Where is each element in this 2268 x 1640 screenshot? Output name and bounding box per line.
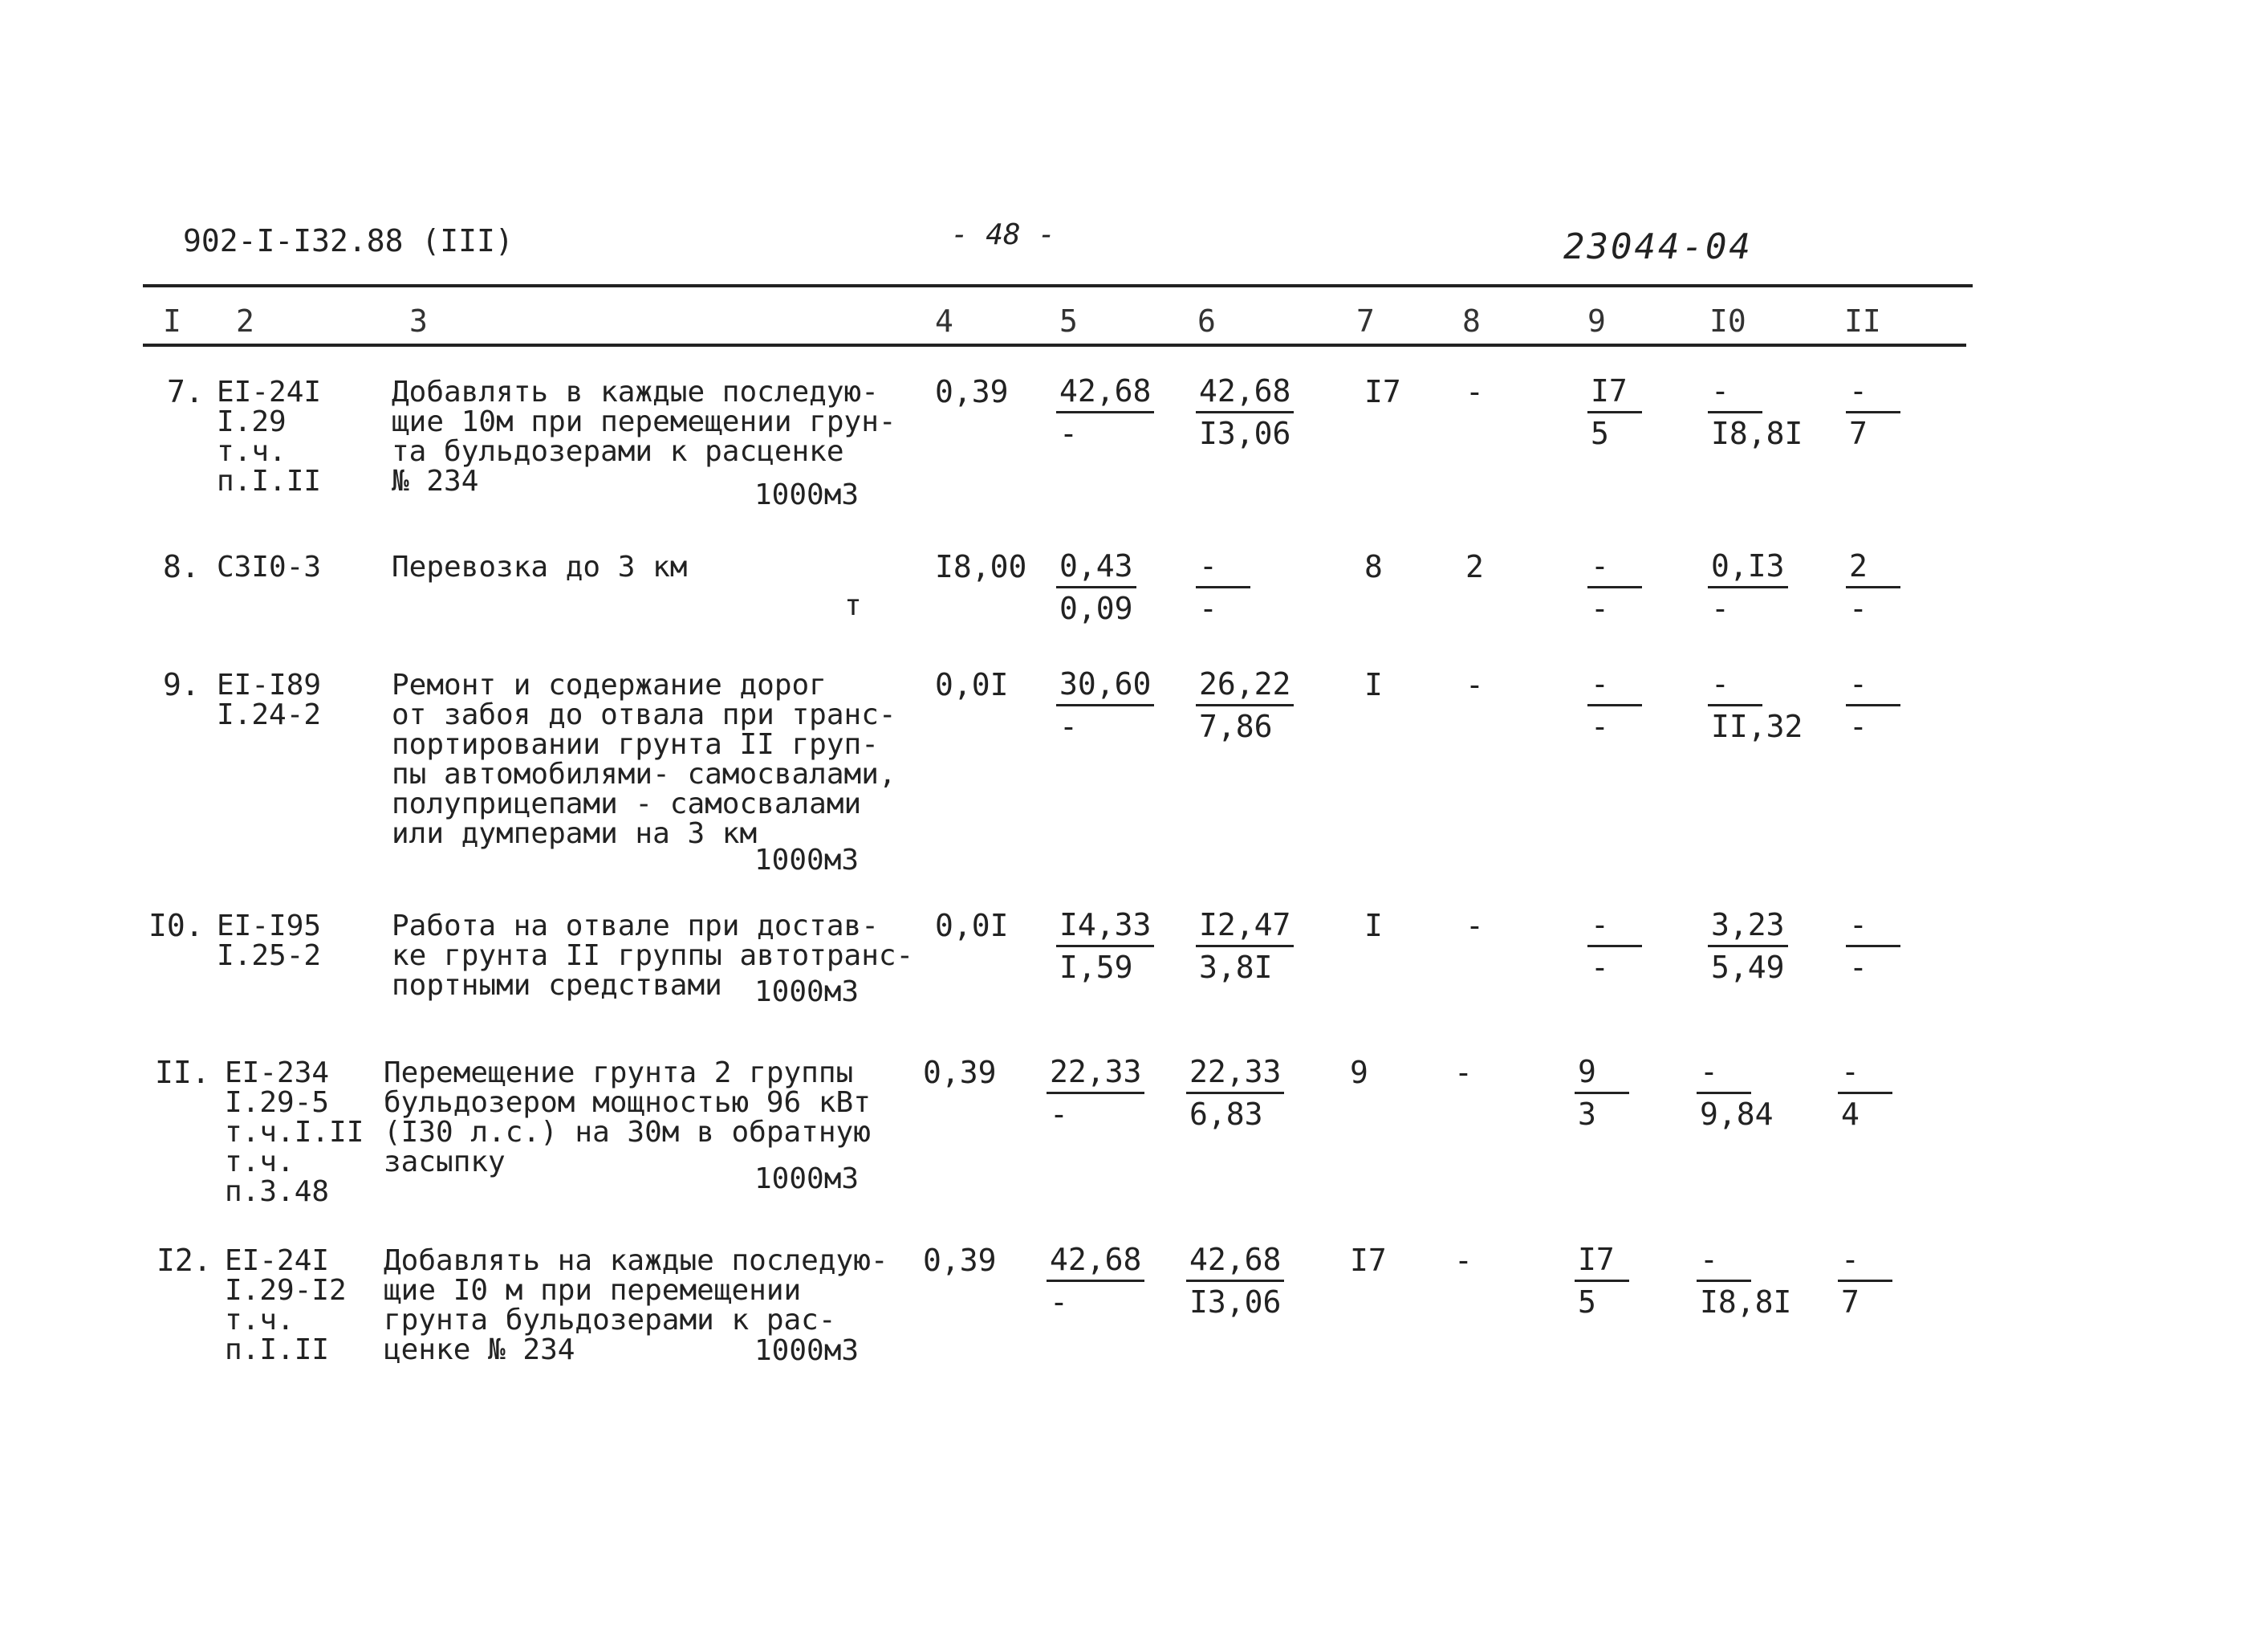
quantity-value: 0,0I (935, 667, 1009, 702)
unit-of-measure: т (844, 589, 862, 622)
column-9-fraction (1575, 1239, 1629, 1322)
cost-total-fraction (1056, 371, 1154, 454)
column-9-fraction-denominator: - (1591, 709, 1609, 744)
work-description: Работа на отвале при достав- ке грунта II группы автотранс- портными средствами (392, 910, 914, 1002)
norm-code: EI-24I I.29 т.ч. п.I.II (217, 376, 322, 498)
column-10-fraction-numerator: 0,I3 (1708, 546, 1788, 588)
cost-total-fraction (1056, 905, 1154, 987)
column-9-fraction-denominator: 5 (1578, 1284, 1596, 1320)
unit-of-measure: 1000м3 (754, 975, 860, 1008)
column-10-fraction (1708, 664, 1806, 747)
cost-machines-fraction-denominator: I3,06 (1199, 416, 1291, 451)
cost-machines-fraction (1196, 371, 1294, 454)
column-11-fraction (1846, 905, 1900, 987)
cost-machines-fraction (1196, 905, 1294, 987)
cost-total-fraction (1056, 664, 1154, 747)
column-11-fraction-denominator: - (1849, 950, 1868, 985)
page-number: - 48 - (951, 218, 1056, 251)
column-9-fraction (1587, 546, 1642, 629)
cost-total-fraction-denominator: - (1050, 1284, 1068, 1320)
column-10-fraction-denominator: 5,49 (1711, 950, 1785, 985)
cost-machines-fraction-denominator: 3,8I (1199, 950, 1273, 985)
cost-machines-fraction-numerator: - (1196, 546, 1250, 588)
document-code: 902-I-I32.88 (III) (183, 223, 514, 258)
norm-code: EI-I89 I.24-2 (217, 669, 322, 731)
archive-number: 23044-04 (1563, 226, 1753, 267)
norm-code: EI-234 I.29-5 т.ч.I.II т.ч. п.3.48 (225, 1056, 364, 1208)
column-10-fraction-denominator: I8,8I (1711, 416, 1803, 451)
column-10-fraction-numerator: - (1708, 664, 1762, 706)
column-11-fraction (1838, 1052, 1892, 1134)
column-11-fraction-denominator: 7 (1841, 1284, 1860, 1320)
cost-total-fraction-denominator: - (1050, 1097, 1068, 1132)
cost-machines-fraction-numerator: 42,68 (1186, 1239, 1284, 1282)
column-10-fraction (1708, 546, 1788, 629)
column-number-6: 6 (1197, 303, 1216, 339)
column-9-fraction-numerator: 9 (1575, 1052, 1629, 1094)
cost-machines-fraction-numerator: 22,33 (1186, 1052, 1284, 1094)
column-7-value: 9 (1350, 1055, 1368, 1090)
unit-of-measure: 1000м3 (754, 844, 860, 877)
column-11-fraction (1838, 1239, 1892, 1322)
norm-code: EI-24I I.29-I2 т.ч. п.I.II (225, 1244, 347, 1366)
unit-of-measure: 1000м3 (754, 478, 860, 511)
cost-machines-fraction-denominator: 7,86 (1199, 709, 1273, 744)
column-11-fraction-denominator: - (1849, 709, 1868, 744)
column-10-fraction-denominator: I8,8I (1700, 1284, 1792, 1320)
column-11-fraction-denominator: - (1849, 591, 1868, 626)
column-9-fraction-denominator: - (1591, 591, 1609, 626)
norm-code: С3I0-3 (217, 551, 322, 584)
column-9-fraction (1587, 371, 1642, 454)
cost-total-fraction (1047, 1052, 1144, 1134)
column-number-3: 3 (409, 303, 428, 339)
column-10-fraction-numerator: - (1697, 1052, 1751, 1094)
column-9-fraction-numerator: I7 (1575, 1239, 1629, 1282)
column-10-fraction (1697, 1052, 1777, 1134)
table-top-rule (143, 284, 1973, 287)
column-7-value: I (1364, 908, 1383, 943)
cost-total-fraction-numerator: 42,68 (1056, 371, 1154, 413)
cost-machines-fraction-denominator: - (1199, 591, 1217, 626)
column-number-7: 7 (1356, 303, 1375, 339)
column-number-8: 8 (1462, 303, 1481, 339)
column-11-fraction-numerator: - (1846, 905, 1900, 947)
column-number-5: 5 (1059, 303, 1078, 339)
norm-code: EI-I95 I.25-2 (217, 910, 322, 972)
column-10-fraction-denominator: II,32 (1711, 709, 1803, 744)
column-8-value: 2 (1465, 549, 1484, 584)
column-11-fraction (1846, 664, 1900, 747)
cost-machines-fraction-numerator: 26,22 (1196, 664, 1294, 706)
column-9-fraction-numerator: I7 (1587, 371, 1642, 413)
column-7-value: I7 (1350, 1243, 1387, 1278)
work-description: Добавлять на каждые последую- щие I0 м при перемещении грунта бульдозерами к рас- ценке № 234 (384, 1244, 888, 1366)
column-8-value: - (1454, 1243, 1473, 1278)
cost-machines-fraction-numerator: 42,68 (1196, 371, 1294, 413)
cost-machines-fraction (1186, 1239, 1284, 1322)
cost-machines-fraction-denominator: 6,83 (1189, 1097, 1263, 1132)
column-11-fraction (1846, 371, 1900, 454)
cost-total-fraction-denominator: - (1059, 416, 1078, 451)
cost-total-fraction (1047, 1239, 1144, 1322)
cost-machines-fraction (1196, 664, 1294, 747)
column-11-fraction-denominator: 4 (1841, 1097, 1860, 1132)
row-number: 7. (167, 374, 204, 409)
column-10-fraction-denominator: 9,84 (1700, 1097, 1774, 1132)
column-10-fraction (1697, 1239, 1794, 1322)
cost-total-fraction-numerator: I4,33 (1056, 905, 1154, 947)
cost-total-fraction-denominator: 0,09 (1059, 591, 1133, 626)
column-7-value: I (1364, 667, 1383, 702)
column-8-value: - (1465, 374, 1484, 409)
quantity-value: 0,0I (935, 908, 1009, 943)
column-9-fraction (1587, 905, 1642, 987)
column-7-value: I7 (1364, 374, 1401, 409)
column-10-fraction-numerator: - (1697, 1239, 1751, 1282)
column-9-fraction (1575, 1052, 1629, 1134)
column-9-fraction-denominator: 3 (1578, 1097, 1596, 1132)
column-11-fraction (1846, 546, 1900, 629)
column-8-value: - (1465, 667, 1484, 702)
quantity-value: 0,39 (923, 1243, 997, 1278)
row-number: 8. (163, 549, 200, 584)
quantity-value: 0,39 (923, 1055, 997, 1090)
table-header-rule (143, 344, 1966, 347)
column-11-fraction-denominator: 7 (1849, 416, 1868, 451)
column-8-value: - (1465, 908, 1484, 943)
column-10-fraction (1708, 905, 1788, 987)
column-10-fraction-numerator: - (1708, 371, 1762, 413)
column-9-fraction-denominator: - (1591, 950, 1609, 985)
quantity-value: I8,00 (935, 549, 1027, 584)
column-number-9: 9 (1587, 303, 1606, 339)
column-9-fraction-numerator: - (1587, 664, 1642, 706)
work-description: Ремонт и содержание дорог от забоя до отвала при транс- портировании грунта II груп- пы автомобилями- самосвалами, полуприцепами - самосвалами или думперами на 3 км (392, 669, 896, 850)
row-number: I0. (148, 908, 204, 943)
cost-machines-fraction (1186, 1052, 1284, 1134)
column-11-fraction-numerator: - (1846, 371, 1900, 413)
cost-total-fraction-numerator: 42,68 (1047, 1239, 1144, 1282)
column-11-fraction-numerator: - (1838, 1239, 1892, 1282)
cost-machines-fraction (1196, 546, 1250, 629)
row-number: II. (155, 1055, 210, 1090)
row-number: I2. (156, 1243, 212, 1278)
work-description: Добавлять в каждые последую- щие 10м при перемещении грун- та бульдозерами к расценке № 234 (392, 376, 896, 498)
column-number-1: I (163, 303, 181, 339)
column-11-fraction-numerator: - (1846, 664, 1900, 706)
column-8-value: - (1454, 1055, 1473, 1090)
cost-total-fraction-numerator: 0,43 (1056, 546, 1136, 588)
cost-machines-fraction-numerator: I2,47 (1196, 905, 1294, 947)
column-number-10: I0 (1709, 303, 1746, 339)
column-11-fraction-numerator: 2 (1846, 546, 1900, 588)
column-7-value: 8 (1364, 549, 1383, 584)
row-number: 9. (163, 667, 200, 702)
cost-total-fraction-denominator: I,59 (1059, 950, 1133, 985)
column-9-fraction-numerator: - (1587, 905, 1642, 947)
unit-of-measure: 1000м3 (754, 1334, 860, 1367)
column-10-fraction (1708, 371, 1806, 454)
unit-of-measure: 1000м3 (754, 1162, 860, 1195)
column-10-fraction-denominator: - (1711, 591, 1729, 626)
column-10-fraction-numerator: 3,23 (1708, 905, 1788, 947)
column-9-fraction (1587, 664, 1642, 747)
cost-total-fraction-denominator: - (1059, 709, 1078, 744)
cost-machines-fraction-denominator: I3,06 (1189, 1284, 1282, 1320)
cost-total-fraction-numerator: 22,33 (1047, 1052, 1144, 1094)
work-description: Перемещение грунта 2 группы бульдозером мощностью 96 кВт (I30 л.с.) на 30м в обратную засыпку (384, 1056, 871, 1178)
column-number-2: 2 (236, 303, 254, 339)
work-description: Перевозка до 3 км (392, 551, 688, 584)
column-number-4: 4 (935, 303, 953, 339)
quantity-value: 0,39 (935, 374, 1009, 409)
column-9-fraction-numerator: - (1587, 546, 1642, 588)
column-9-fraction-denominator: 5 (1591, 416, 1609, 451)
column-number-11: II (1844, 303, 1881, 339)
column-11-fraction-numerator: - (1838, 1052, 1892, 1094)
cost-total-fraction (1056, 546, 1136, 629)
cost-total-fraction-numerator: 30,60 (1056, 664, 1154, 706)
